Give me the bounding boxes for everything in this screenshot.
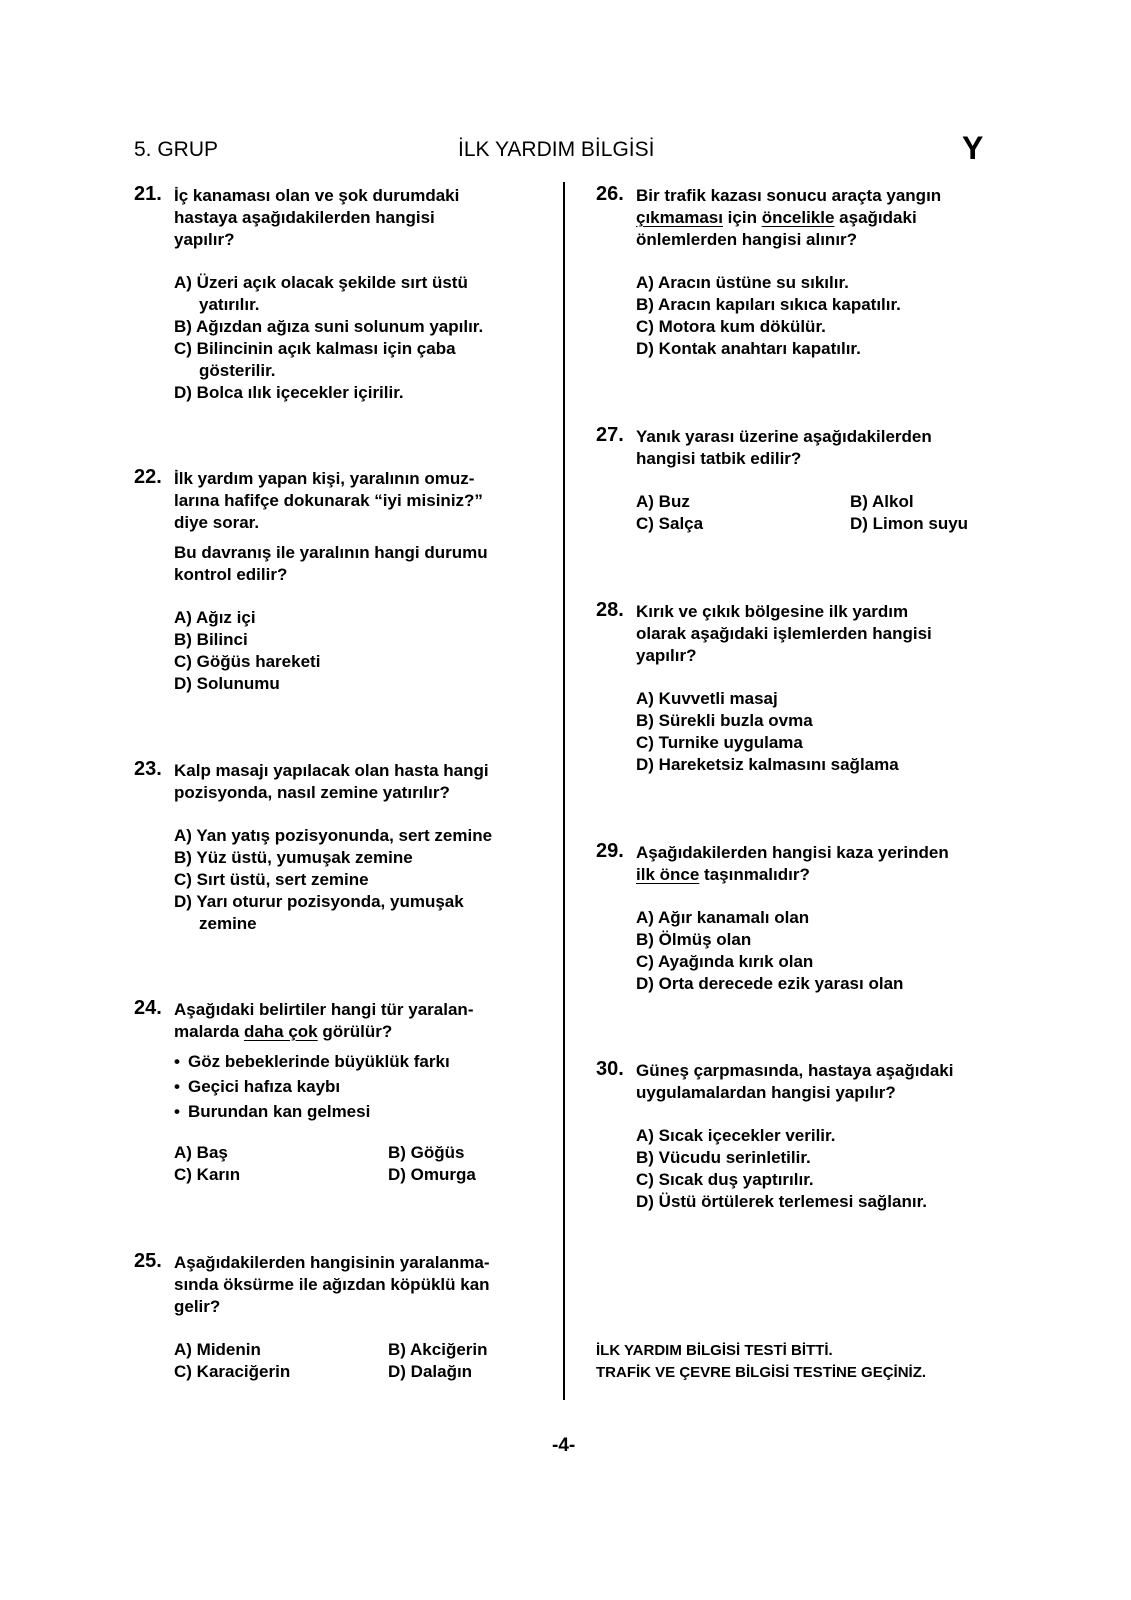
stem-text: görülür? [317, 1022, 393, 1041]
question-number: 25. [134, 1250, 162, 1272]
option-c[interactable]: C) Turnike uygulama [636, 733, 803, 752]
answer-options [636, 907, 1016, 995]
end-note-line-1: İLK YARDIM BİLGİSİ TESTİ BİTTİ. [596, 1342, 833, 1359]
stem-text: malarda [174, 1022, 244, 1041]
question-stem [636, 185, 1016, 251]
symptom-item: • Burundan kan gelmesi [174, 1101, 554, 1123]
option-b[interactable]: B) Vücudu serinletilir. [636, 1148, 811, 1167]
option-b[interactable]: B) Akciğerin [388, 1340, 488, 1359]
question-stem-followup: Bu davranış ile yaralının hangi durumu kontrol edilir? [174, 543, 488, 584]
column-divider [563, 182, 565, 1400]
option-c[interactable]: C) Salça [636, 514, 704, 533]
option-b[interactable]: B) Aracın kapıları sıkıca kapatılır. [636, 295, 901, 314]
question-number: 23. [134, 758, 162, 780]
question-stem [174, 999, 554, 1043]
option-a[interactable]: A) Yan yatış pozisyonunda, sert zemine [174, 826, 493, 845]
option-c[interactable]: C) Sırt üstü, sert zemine [174, 870, 369, 889]
question-number: 22. [134, 466, 162, 488]
option-a[interactable]: A) Üzeri açık olacak şekilde sırt üstü [174, 273, 468, 292]
answer-options [636, 272, 1016, 360]
option-c[interactable]: C) Ayağında kırık olan [636, 952, 814, 971]
question-number: 28. [596, 599, 624, 621]
option-d[interactable]: D) Üstü örtülerek terlemesi sağlanır. [636, 1192, 927, 1211]
answer-options [174, 825, 554, 935]
option-a[interactable]: A) Sıcak içecekler verilir. [636, 1126, 836, 1145]
stem-text: için [722, 208, 762, 227]
option-d[interactable]: D) Kontak anahtarı kapatılır. [636, 339, 861, 358]
stem-emphasis: çıkmaması [636, 208, 723, 227]
option-d[interactable]: D) Dalağın [388, 1362, 473, 1381]
answer-options [636, 1125, 1016, 1213]
question-number: 24. [134, 997, 162, 1019]
question-stem: İç kanaması olan ve şok durumdaki hastaya aşağıdakilerden hangisi yapılır? [174, 186, 460, 249]
option-b[interactable]: B) Ölmüş olan [636, 930, 752, 949]
question-stem: İlk yardım yapan kişi, yaralının omuz- larına hafifçe dokunarak “iyi misiniz?” diye sorar. [174, 469, 483, 532]
end-note-line-2: TRAFİK VE ÇEVRE BİLGİSİ TESTİNE GEÇİNİZ. [596, 1364, 927, 1381]
option-b[interactable]: B) Bilinci [174, 630, 248, 649]
question-stem [636, 842, 1016, 886]
answer-options [174, 272, 554, 404]
option-a-continued: yatırılır. [199, 295, 260, 314]
option-a[interactable]: A) Ağız içi [174, 608, 256, 627]
option-a[interactable]: A) Kuvvetli masaj [636, 689, 778, 708]
page-number: -4- [552, 1435, 576, 1456]
stem-line-3: önlemlerden hangisi alınır? [636, 230, 858, 249]
stem-emphasis: ilk önce [636, 865, 700, 884]
answer-options [174, 1339, 554, 1383]
stem-text: taşınmalıdır? [699, 865, 810, 884]
option-c-continued: gösterilir. [199, 361, 276, 380]
option-d[interactable]: D) Orta derecede ezik yarası olan [636, 974, 904, 993]
question-stem: Güneş çarpmasında, hastaya aşağıdaki uygulamalardan hangisi yapılır? [636, 1061, 954, 1102]
option-d[interactable]: D) Hareketsiz kalmasını sağlama [636, 755, 899, 774]
stem-emphasis: daha çok [243, 1022, 318, 1041]
answer-options [174, 607, 554, 695]
option-c[interactable]: C) Bilincinin açık kalması için çaba [174, 339, 456, 358]
option-c[interactable]: C) Karaciğerin [174, 1362, 291, 1381]
booklet-letter: Y [962, 130, 984, 166]
answer-options [636, 688, 1016, 776]
option-d[interactable]: D) Yarı oturur pozisyonda, yumuşak [174, 892, 464, 911]
page-title: İLK YARDIM BİLGİSİ [458, 138, 655, 161]
answer-options [636, 491, 1016, 535]
option-b[interactable]: B) Göğüs [388, 1143, 465, 1162]
test-end-note [596, 1340, 926, 1384]
option-c[interactable]: C) Göğüs hareketi [174, 652, 321, 671]
option-d[interactable]: D) Omurga [388, 1165, 476, 1184]
question-number: 30. [596, 1058, 624, 1080]
option-c[interactable]: C) Sıcak duş yaptırılır. [636, 1170, 814, 1189]
option-a[interactable]: A) Aracın üstüne su sıkılır. [636, 273, 849, 292]
option-a[interactable]: A) Buz [636, 492, 690, 511]
stem-line-1: Aşağıdaki belirtiler hangi tür yaralan- [174, 1000, 474, 1019]
stem-line-2 [636, 864, 1016, 886]
question-stem: Yanık yarası üzerine aşağıdakilerden hangisi tatbik edilir? [636, 427, 932, 468]
symptom-list [174, 1051, 554, 1123]
stem-line-2 [174, 1021, 554, 1043]
answer-options [174, 1142, 554, 1186]
option-a[interactable]: A) Ağır kanamalı olan [636, 908, 810, 927]
stem-line-1: Aşağıdakilerden hangisi kaza yerinden [636, 843, 949, 862]
symptom-item: • Geçici hafıza kaybı [174, 1076, 554, 1098]
option-c[interactable]: C) Motora kum dökülür. [636, 317, 826, 336]
question-stem: Aşağıdakilerden hangisinin yaralanma- sında öksürme ile ağızdan köpüklü kan gelir? [174, 1253, 490, 1316]
option-d[interactable]: D) Solunumu [174, 674, 280, 693]
option-a[interactable]: A) Baş [174, 1143, 228, 1162]
stem-text: aşağıdaki [834, 208, 917, 227]
option-d[interactable]: D) Limon suyu [850, 514, 969, 533]
option-b[interactable]: B) Yüz üstü, yumuşak zemine [174, 848, 413, 867]
question-stem: Kalp masajı yapılacak olan hasta hangi pozisyonda, nasıl zemine yatırılır? [174, 761, 489, 802]
option-b[interactable]: B) Sürekli buzla ovma [636, 711, 813, 730]
option-b[interactable]: B) Ağızdan ağıza suni solunum yapılır. [174, 317, 484, 336]
question-number: 27. [596, 424, 624, 446]
symptom-item: • Göz bebeklerinde büyüklük farkı [174, 1051, 554, 1073]
option-d[interactable]: D) Bolca ılık içecekler içirilir. [174, 383, 404, 402]
option-b[interactable]: B) Alkol [850, 492, 914, 511]
stem-line-2 [636, 207, 1016, 229]
question-stem: Kırık ve çıkık bölgesine ilk yardım olarak aşağıdaki işlemlerden hangisi yapılır? [636, 602, 932, 665]
question-number: 21. [134, 183, 162, 205]
question-number: 29. [596, 840, 624, 862]
question-number: 26. [596, 183, 624, 205]
group-label: 5. GRUP [134, 138, 219, 161]
option-d-continued: zemine [199, 914, 257, 933]
option-a[interactable]: A) Midenin [174, 1340, 261, 1359]
stem-emphasis: öncelikle [761, 208, 835, 227]
stem-line-1: Bir trafik kazası sonucu araçta yangın [636, 186, 942, 205]
option-c[interactable]: C) Karın [174, 1165, 241, 1184]
